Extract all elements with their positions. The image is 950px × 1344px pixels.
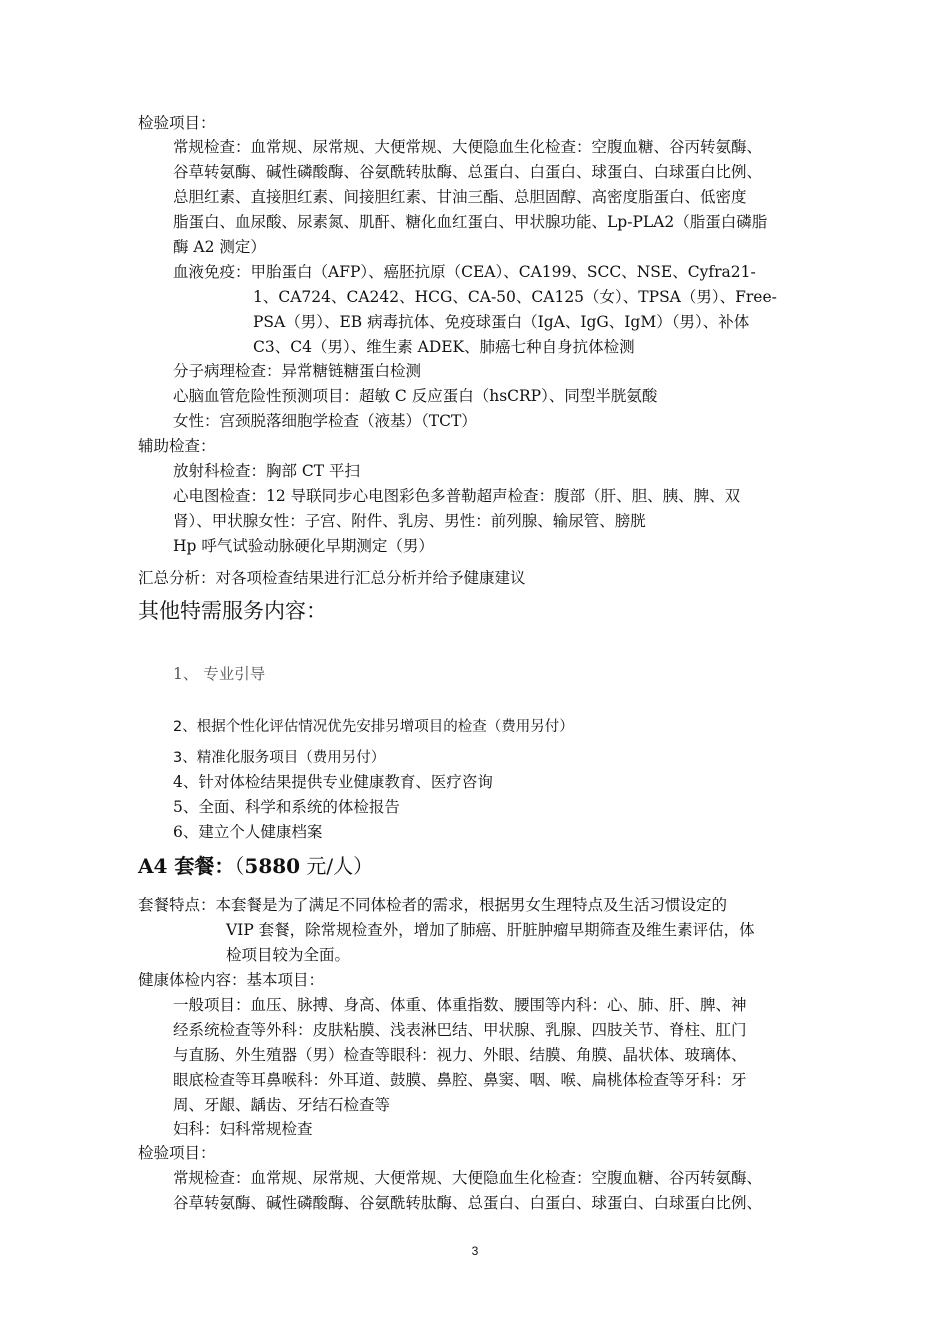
page-number: 3 — [471, 1244, 479, 1258]
general-line: 一般项目：血压、脉搏、身高、体重、体重指数、腰围等内科：心、肺、肝、脾、神 — [173, 996, 747, 1014]
features-line: 套餐特点：本套餐是为了满足不同体检者的需求，根据男女生理特点及生活习惯设定的 — [138, 896, 728, 914]
gyn-line: 妇科：妇科常规检查 — [173, 1120, 313, 1138]
features-line: VIP 套餐，除常规检查外，增加了肺癌、肝脏肿瘤早期筛查及维生素评估，体 — [226, 921, 755, 939]
routine-line: 常规检查：血常规、尿常规、大便常规、大便隐血生化检查：空腹血糖、谷丙转氨酶、 — [173, 138, 763, 156]
price-unit: 元/人） — [300, 854, 374, 878]
female-line: 女性：宫颈脱落细胞学检查（液基）（TCT） — [173, 412, 477, 430]
immune-line: 血液免疫：甲胎蛋白（AFP）、癌胚抗原（CEA）、CA199、SCC、NSE、Cyfra21- — [173, 263, 756, 281]
lab-heading: 检验项目： — [138, 1144, 216, 1162]
package-title — [138, 852, 373, 880]
ecg-line: 心电图检查：12 导联同步心电图彩色多普勒超声检查：腹部（肝、胆、胰、脾、双 — [173, 487, 741, 505]
content-heading: 健康体检内容：基本项目： — [138, 971, 325, 989]
immune-line: 1、CA724、CA242、HCG、CA-50、CA125（女）、TPSA（男）、Free- — [253, 288, 777, 306]
hp-line: Hp 呼气试验动脉硬化早期测定（男） — [173, 537, 434, 555]
cardio-line: 心脑血管危险性预测项目：超敏 C 反应蛋白（hsCRP）、同型半胱氨酸 — [173, 387, 658, 405]
special-services-heading: 其他特需服务内容： — [138, 599, 327, 623]
routine-line: 脂蛋白、血尿酸、尿素氮、肌酐、糖化血红蛋白、甲状腺功能、Lp-PLA2（脂蛋白磷脂 — [173, 213, 768, 231]
price-open: （ — [234, 854, 245, 878]
general-line: 与直肠、外生殖器（男）检查等眼科：视力、外眼、结膜、角膜、晶状体、玻璃体、 — [173, 1046, 747, 1064]
immune-line: PSA（男）、EB 病毒抗体、免疫球蛋白（IgA、IgG、IgM）（男）、补体 — [253, 313, 750, 331]
features-line: 检项目较为全面。 — [226, 946, 351, 964]
service-item: 6、建立个人健康档案 — [173, 823, 323, 841]
service-item: 1、 专业引导 — [173, 665, 266, 683]
service-item: 2、根据个性化评估情况优先安排另增项目的检查（费用另付） — [173, 719, 574, 735]
aux-heading: 辅助检查： — [138, 437, 216, 455]
routine-line: 总胆红素、直接胆红素、间接胆红素、甘油三酯、总胆固醇、高密度脂蛋白、低密度 — [173, 188, 747, 206]
routine-line: 常规检查：血常规、尿常规、大便常规、大便隐血生化检查：空腹血糖、谷丙转氨酶、 — [173, 1169, 763, 1187]
summary-line: 汇总分析：对各项检查结果进行汇总分析并给予健康建议 — [138, 569, 526, 587]
routine-line: 谷草转氨酶、碱性磷酸酶、谷氨酰转肽酶、总蛋白、白蛋白、球蛋白、白球蛋白比例、 — [173, 163, 763, 181]
molecular-line: 分子病理检查：异常糖链糖蛋白检测 — [173, 362, 422, 380]
lab-heading: 检验项目： — [138, 114, 216, 132]
routine-line: 酶 A2 测定） — [173, 238, 266, 256]
general-line: 经系统检查等外科：皮肤粘膜、浅表淋巴结、甲状腺、乳腺、四肢关节、脊柱、肛门 — [173, 1021, 747, 1039]
service-item: 5、全面、科学和系统的体检报告 — [173, 798, 400, 816]
immune-line: C3、C4（男）、维生素 ADEK、肺癌七种自身抗体检测 — [253, 338, 635, 356]
radiology-line: 放射科检查：胸部 CT 平扫 — [173, 462, 361, 480]
service-item: 4、针对体检结果提供专业健康教育、医疗咨询 — [173, 773, 493, 791]
general-line: 周、牙龈、龋齿、牙结石检查等 — [173, 1096, 391, 1114]
general-line: 眼底检查等耳鼻喉科：外耳道、鼓膜、鼻腔、鼻窦、咽、喉、扁桃体检查等牙科：牙 — [173, 1071, 747, 1089]
service-item: 3、精准化服务项目（费用另付） — [173, 750, 386, 766]
package-price: 5880 — [244, 854, 301, 878]
ecg-line: 肾）、甲状腺女性：子宫、附件、乳房、男性：前列腺、输尿管、膀胱 — [173, 512, 646, 530]
package-name: A4 套餐： — [138, 854, 235, 878]
routine-line: 谷草转氨酶、碱性磷酸酶、谷氨酰转肽酶、总蛋白、白蛋白、球蛋白、白球蛋白比例、 — [173, 1194, 763, 1212]
